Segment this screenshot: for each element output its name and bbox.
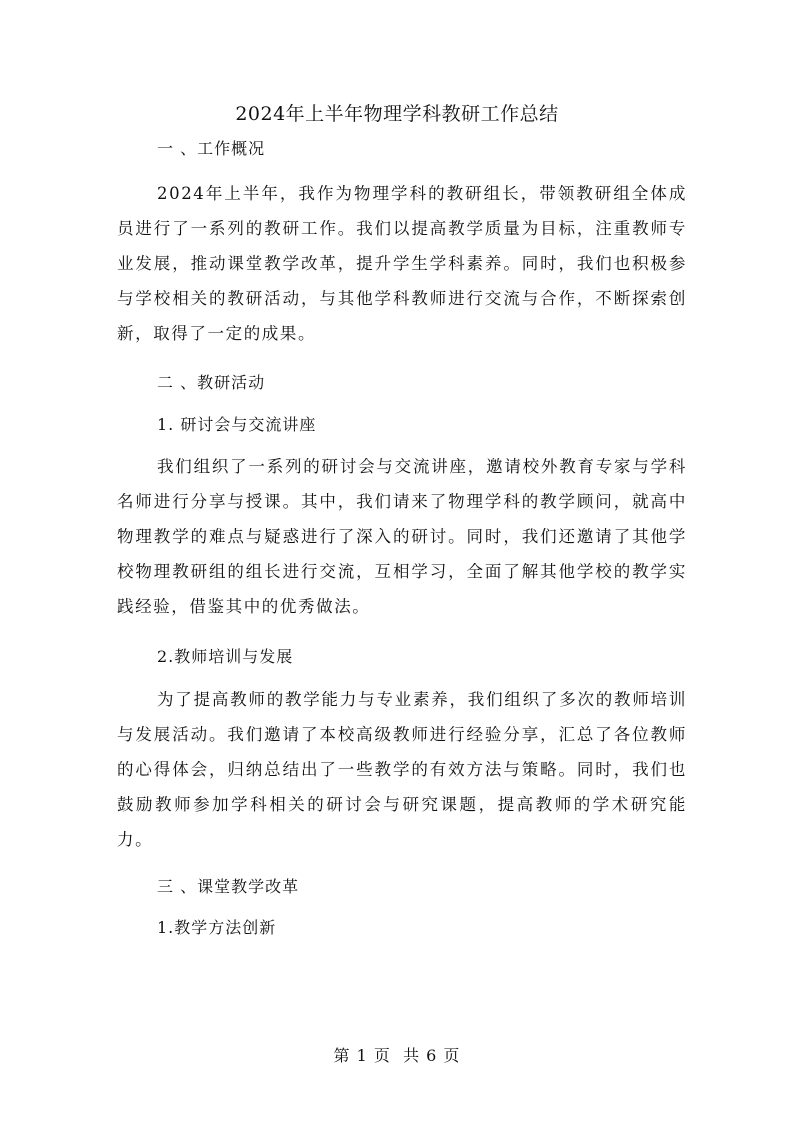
document-title: 2024年上半年物理学科教研工作总结 [235,103,559,125]
subheading-teacher-training: 2.教师培训与发展 [157,647,294,666]
subheading-seminars: 1. 研讨会与交流讲座 [157,415,317,434]
section-heading-activities: 二 、教研活动 [157,373,266,392]
section-heading-overview: 一 、工作概况 [157,139,266,158]
subheading-method-innovation: 1.教学方法创新 [157,918,277,937]
paragraph-overview: 2024年上半年，我作为物理学科的教研组长，带领教研组全体成员进行了一系列的教研工作。我们以提高教学质量为目标，注重教师专业发展，推动课堂教学改革，提升学生学科素养。同时，我们也积极参与学校相关的教研活动，与其他学科教师进行交流与合作，不断探索创新，取得了一定的成果。 [117,184,687,343]
section-heading-classroom-reform: 三 、课堂教学改革 [157,877,300,896]
paragraph-teacher-training: 为了提高教师的教学能力与专业素养，我们组织了多次的教师培训与发展活动。我们邀请了本校高级教师进行经验分享，汇总了各位教师的心得体会，归纳总结出了一些教学的有效方法与策略。同时，我们也鼓励教师参加学科相关的研讨会与研究课题，提高教师的学术研究能力。 [117,690,687,849]
page-number-footer: 第 1 页 共 6 页 [333,1046,461,1065]
paragraph-seminars: 我们组织了一系列的研讨会与交流讲座，邀请校外教育专家与学科名师进行分享与授课。其中，我们请来了物理学科的教学顾问，就高中物理教学的难点与疑惑进行了深入的研讨。同时，我们还邀请了其他学校物理教研组的组长进行交流，互相学习，全面了解其他学校的教学实践经验，借鉴其中的优秀做法。 [117,457,687,616]
